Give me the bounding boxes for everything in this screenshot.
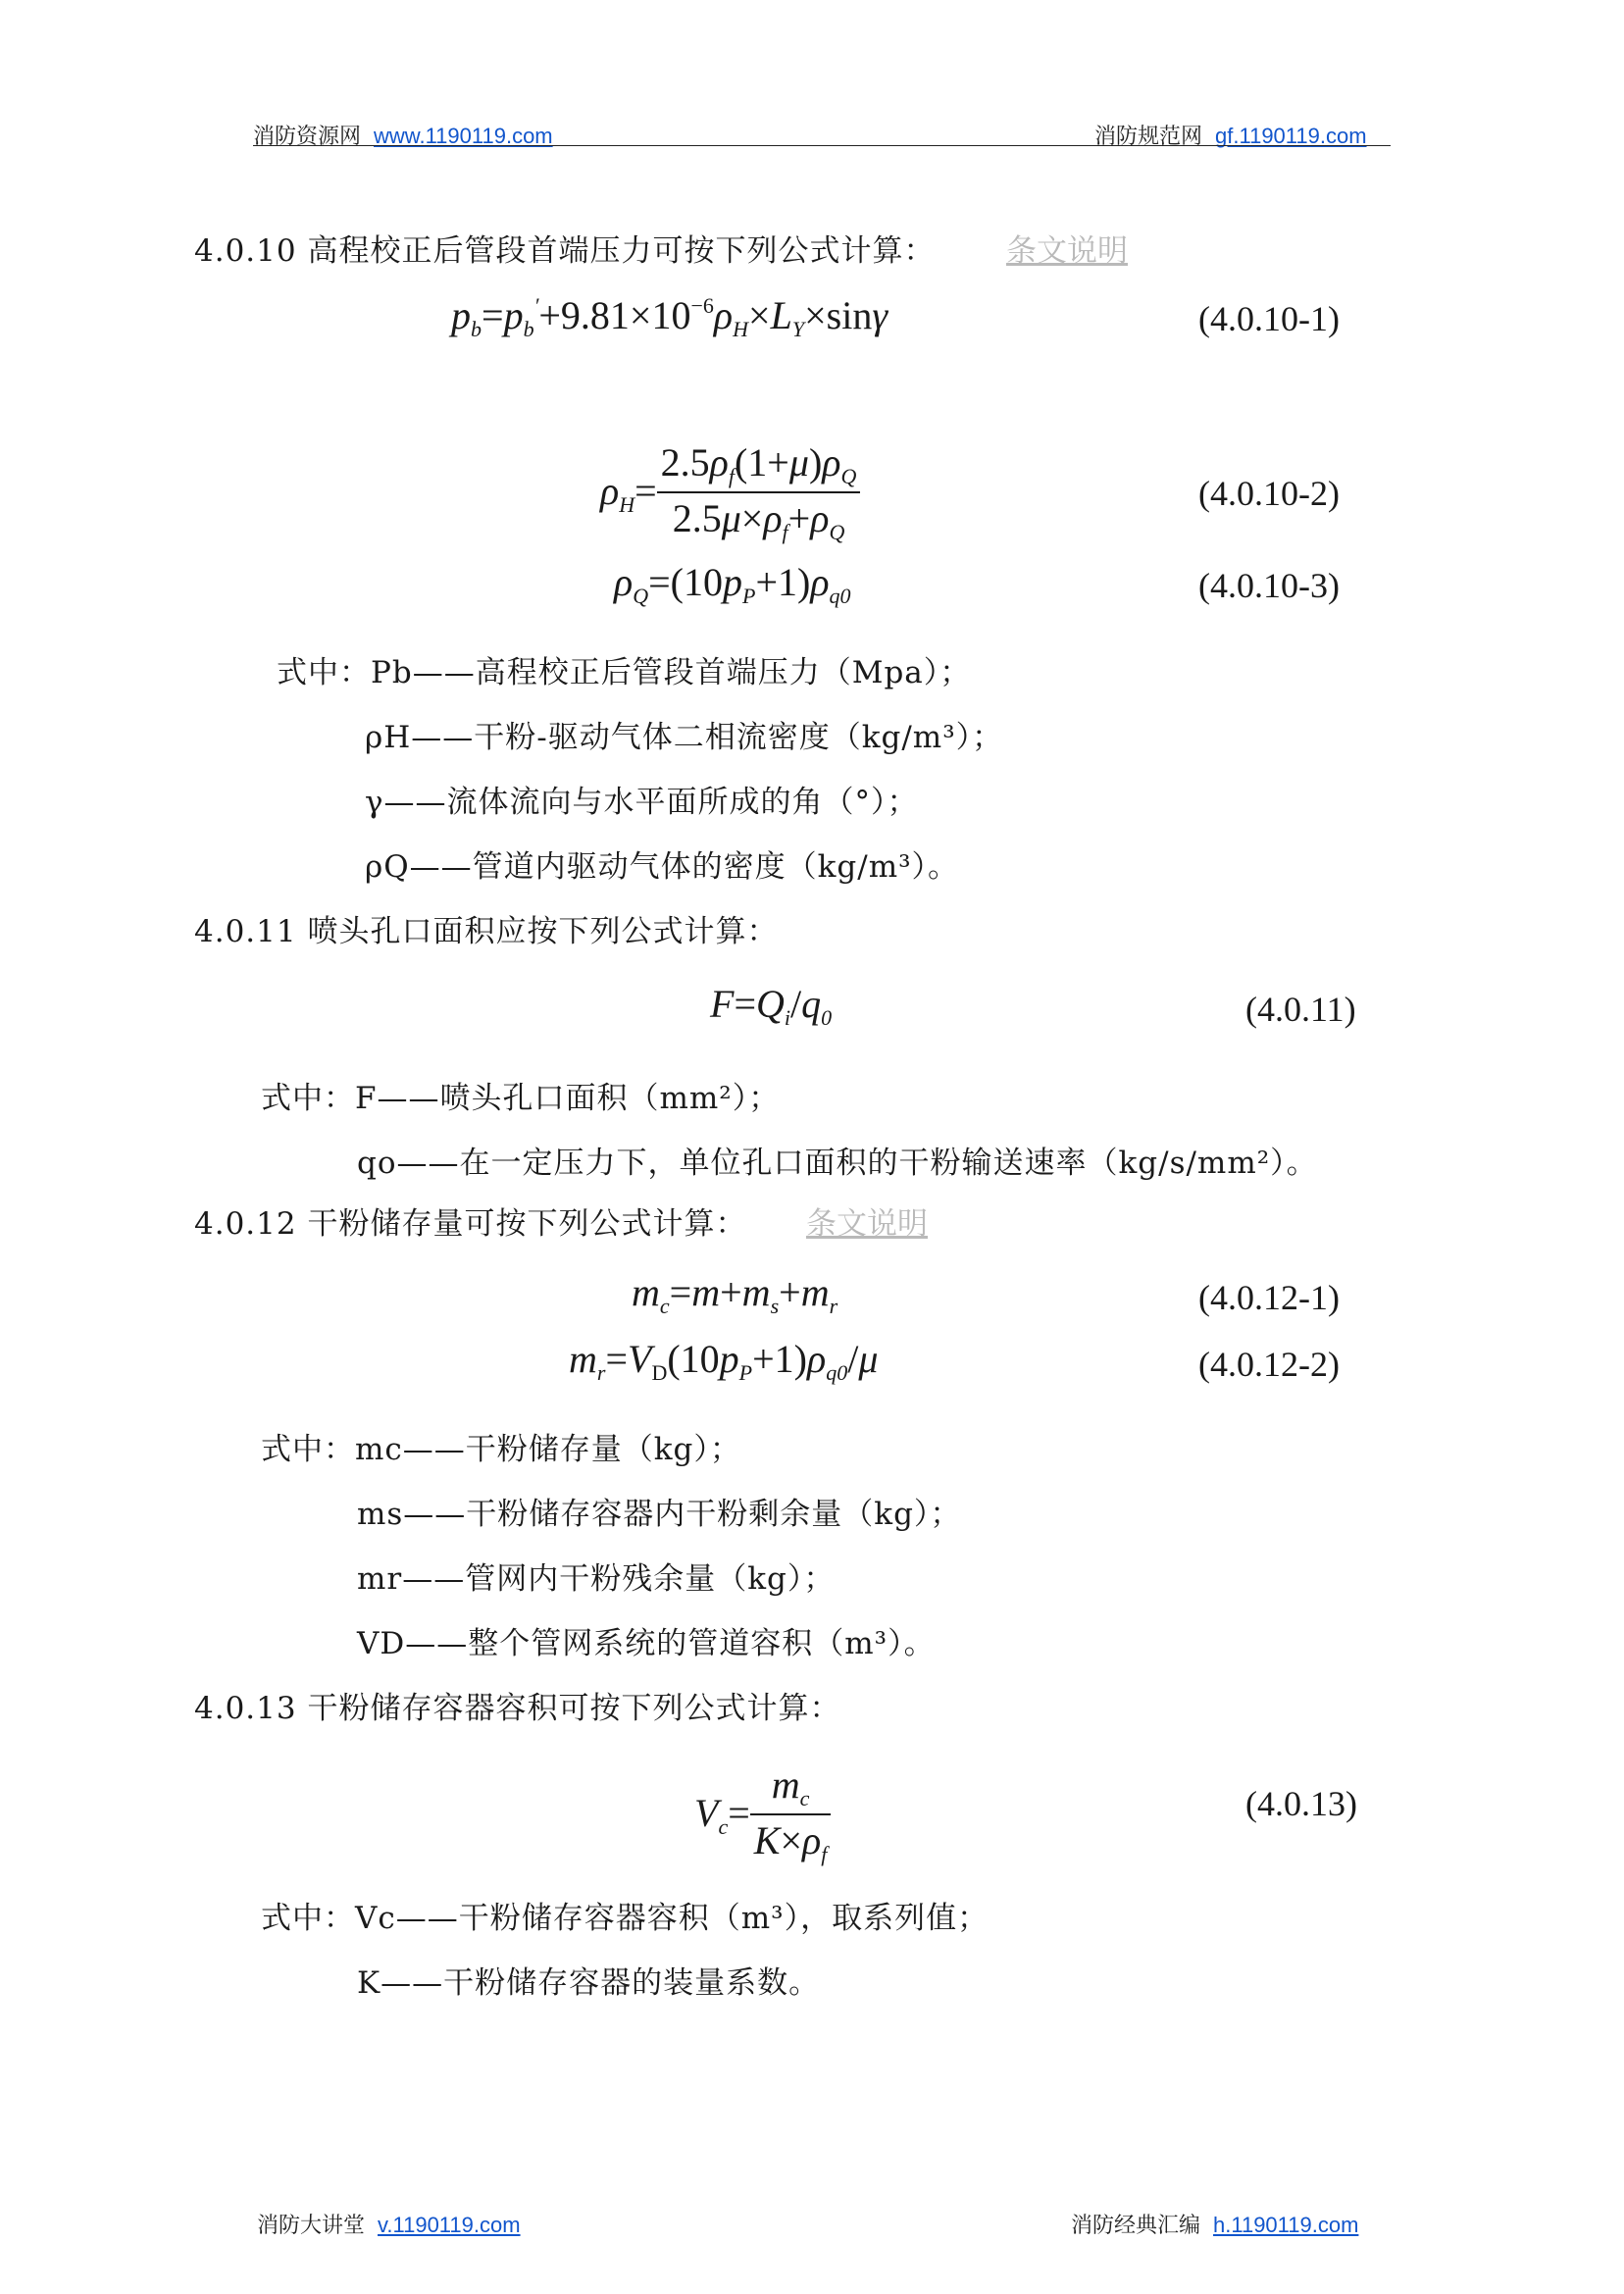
equation-4-0-10-3-number: (4.0.10-3) xyxy=(1198,566,1340,605)
section-4-0-10-where: 式中：Pb——高程校正后管段首端压力（Mpa）； xyxy=(277,655,972,690)
equation-4-0-13-number: (4.0.13) xyxy=(1245,1784,1357,1823)
section-4-0-13-heading: 4.0.13 干粉储存容器容积可按下列公式计算： xyxy=(194,1691,841,1726)
equation-4-0-12-2-number: (4.0.12-2) xyxy=(1198,1345,1340,1384)
footer-left-site-link[interactable]: v.1190119.com xyxy=(378,2213,521,2237)
equation-4-0-10-1: $p_b=p_b'+9.81\times 10^{-6}\rho_H\times L_Y\times\sin\gamma$ xyxy=(451,293,888,341)
section-4-0-11-def-qo: qo——在一定压力下，单位孔口面积的干粉输送速率（kg/s/mm²）。 xyxy=(357,1146,1318,1181)
footer-left xyxy=(257,2209,521,2239)
footer-right xyxy=(1071,2209,1358,2239)
header-right-site-link[interactable]: gf.1190119.com xyxy=(1215,124,1367,148)
section-4-0-13-where: 式中：Vc——干粉储存容器容积（m³），取系列值； xyxy=(261,1901,990,1936)
section-4-0-12-clause-link[interactable]: 条文说明 xyxy=(806,1206,928,1242)
equation-4-0-12-1: $m_c=m+m_s+m_r$ xyxy=(632,1270,838,1318)
section-4-0-12-def-mr: mr——管网内干粉残余量（kg）； xyxy=(357,1561,836,1597)
section-4-0-10-def-gamma: γ——流体流向与水平面所成的角（°）； xyxy=(365,785,919,820)
footer-right-site-name: 消防经典汇编 xyxy=(1071,2214,1201,2238)
section-4-0-12-where: 式中：mc——干粉储存量（kg）； xyxy=(261,1432,741,1467)
header-divider xyxy=(253,145,1391,146)
header-left-site-link[interactable]: www.1190119.com xyxy=(374,124,553,148)
section-4-0-11-heading: 4.0.11 喷头孔口面积应按下列公式计算： xyxy=(194,914,779,949)
footer-right-site-link[interactable]: h.1190119.com xyxy=(1213,2213,1359,2237)
equation-4-0-10-1-number: (4.0.10-1) xyxy=(1198,299,1340,338)
equation-4-0-10-3: $\rho_Q=(10p_P+1)\rho_{q0}$ xyxy=(614,560,851,608)
equation-4-0-13: $V_c=$ $\frac{m_c}{K\times\rho_f}$ xyxy=(694,1761,831,1867)
section-4-0-13-def-k: K——干粉储存容器的装量系数。 xyxy=(357,1965,821,2001)
equation-4-0-12-2: $m_r=V_D(10p_P+1)\rho_{q0}/\mu$ xyxy=(569,1337,879,1385)
section-4-0-10-clause-link[interactable]: 条文说明 xyxy=(1006,233,1128,269)
equation-4-0-10-2-number: (4.0.10-2) xyxy=(1198,474,1340,513)
equation-4-0-11-number: (4.0.11) xyxy=(1245,990,1356,1029)
section-4-0-12-def-vd: VD——整个管网系统的管道容积（m³）。 xyxy=(357,1626,936,1661)
section-4-0-10-def-rho-h: ρH——干粉-驱动气体二相流密度（kg/m³）； xyxy=(365,720,1004,755)
section-4-0-11-where: 式中：F——喷头孔口面积（mm²）； xyxy=(261,1081,781,1116)
section-4-0-10-heading: 4.0.10 高程校正后管段首端压力可按下列公式计算： xyxy=(194,233,936,269)
equation-4-0-12-1-number: (4.0.12-1) xyxy=(1198,1278,1340,1317)
equation-4-0-10-2: $\rho_H=$ $\frac{2.5\rho_f(1+\mu)\rho_Q}{2.5\mu\times\rho_f+\rho_Q}$ xyxy=(600,439,860,545)
section-4-0-10-def-rho-q: ρQ——管道内驱动气体的密度（kg/m³）。 xyxy=(365,849,960,885)
header-left-site-name: 消防资源网 xyxy=(253,125,362,149)
header-right-site-name: 消防规范网 xyxy=(1094,125,1203,149)
equation-4-0-11: $F=Q_i/q_0$ xyxy=(710,982,833,1030)
section-4-0-12-def-ms: ms——干粉储存容器内干粉剩余量（kg）； xyxy=(357,1497,962,1532)
section-4-0-12-heading: 4.0.12 干粉储存量可按下列公式计算： xyxy=(194,1206,747,1242)
footer-left-site-name: 消防大讲堂 xyxy=(257,2214,366,2238)
